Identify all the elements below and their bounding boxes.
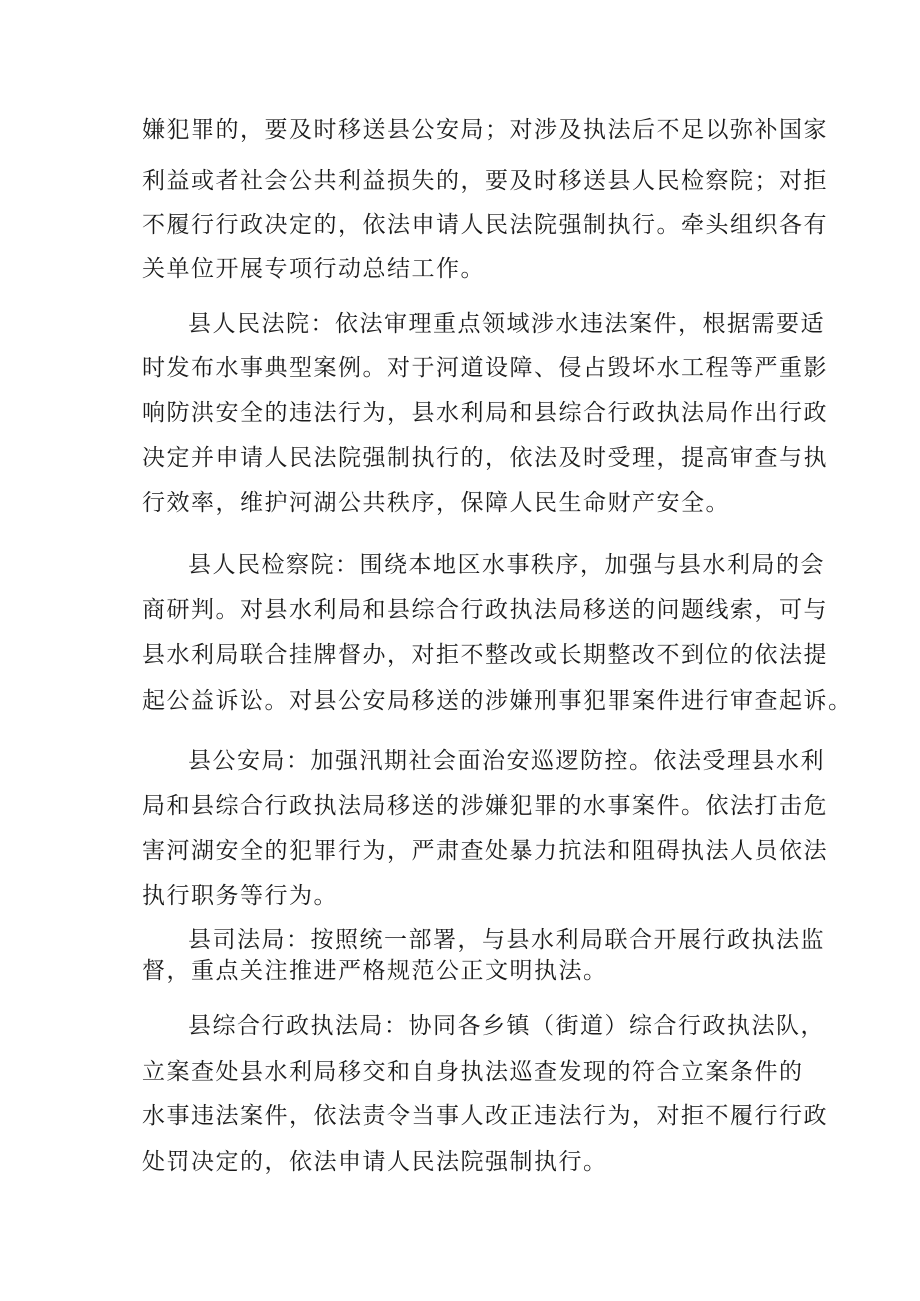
text-line: 关单位开展专项行动总结工作。 <box>142 256 485 282</box>
text-line: 时发布水事典型案例。对于河道设障、侵占毁坏水工程等严重影 <box>142 355 828 381</box>
text-line: 不履行行政决定的，依法申请人民法院强制执行。牵头组织各有 <box>142 212 828 238</box>
text-line: 起公益诉讼。对县公安局移送的涉嫌刑事犯罪案件进行审查起诉。 <box>142 688 853 714</box>
text-line: 立案查处县水利局移交和自身执法巡查发现的符合立案条件的 <box>142 1059 804 1085</box>
text-line: 处罚决定的，依法申请人民法院强制执行。 <box>142 1149 608 1175</box>
text-line: 局和县综合行政执法局移送的涉嫌犯罪的水事案件。依法打击危 <box>142 793 828 819</box>
text-line: 利益或者社会公共利益损失的，要及时移送县人民检察院；对拒 <box>142 168 828 194</box>
text-line: 县水利局联合挂牌督办，对拒不整改或长期整改不到位的依法提 <box>142 642 828 668</box>
text-line: 商研判。对县水利局和县综合行政执法局移送的问题线索，可与 <box>142 597 828 623</box>
text-line: 水事违法案件，依法责令当事人改正违法行为，对拒不履行行政 <box>142 1103 828 1129</box>
text-line: 嫌犯罪的，要及时移送县公安局；对涉及执法后不足以弥补国家 <box>142 117 828 143</box>
text-line: 督，重点关注推进严格规范公正文明执法。 <box>142 958 608 984</box>
paragraph-public-security-first-line: 县公安局：加强汛期社会面治安巡逻防控。依法受理县水利 <box>188 748 825 774</box>
paragraph-procuratorate-first-line: 县人民检察院：围绕本地区水事秩序，加强与县水利局的会 <box>188 552 825 578</box>
text-line: 执行职务等行为。 <box>142 883 338 909</box>
paragraph-law-enforcement-first-line: 县综合行政执法局：协同各乡镇（街道）综合行政执法队， <box>188 1013 825 1039</box>
text-line: 响防洪安全的违法行为，县水利局和县综合行政执法局作出行政 <box>142 400 828 426</box>
text-line: 决定并申请人民法院强制执行的，依法及时受理，提高审查与执 <box>142 445 828 471</box>
text-line: 行效率，维护河湖公共秩序，保障人民生命财产安全。 <box>142 490 730 516</box>
paragraph-court-first-line: 县人民法院：依法审理重点领域涉水违法案件，根据需要适 <box>188 311 825 337</box>
text-line: 害河湖安全的犯罪行为，严肃查处暴力抗法和阻碍执法人员依法 <box>142 838 828 864</box>
paragraph-justice-first-line: 县司法局：按照统一部署，与县水利局联合开展行政执法监 <box>188 927 825 953</box>
